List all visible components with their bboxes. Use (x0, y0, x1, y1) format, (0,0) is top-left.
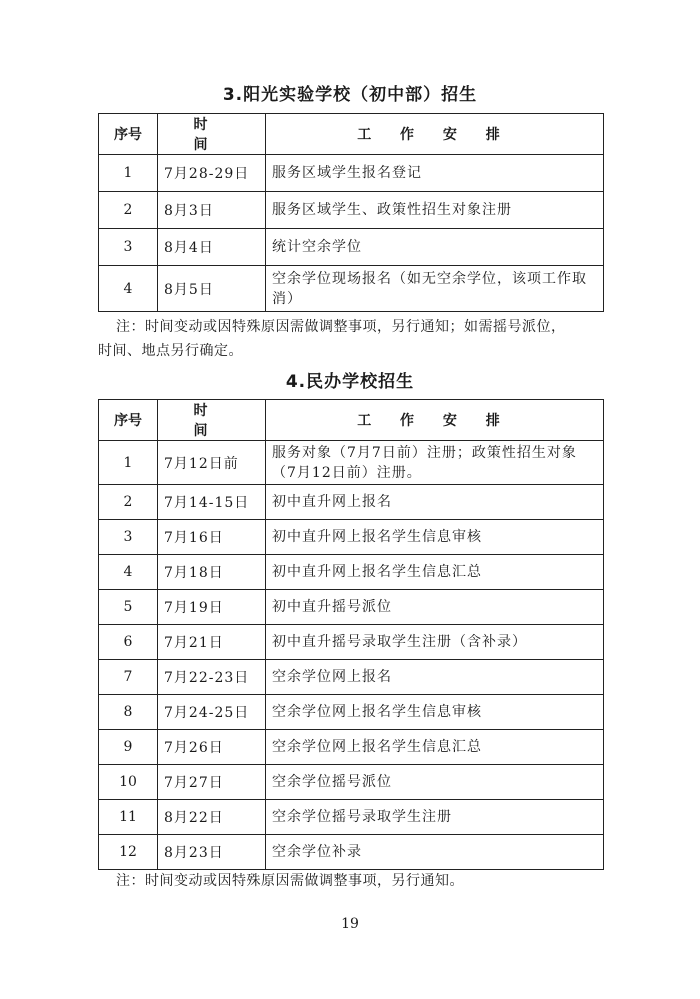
section3-note-line2: 时间、地点另行确定。 (98, 343, 243, 359)
row-task: 服务区域学生报名登记 (266, 155, 604, 192)
row-task: 统计空余学位 (266, 229, 604, 266)
table-row (99, 155, 604, 192)
row-task: 服务对象（7月7日前）注册；政策性招生对象（7月12日前）注册。 (266, 441, 604, 485)
row-num: 4 (99, 555, 158, 590)
row-num: 11 (99, 800, 158, 835)
table-row (99, 800, 604, 835)
row-task: 空余学位摇号录取学生注册 (266, 800, 604, 835)
table-row (99, 485, 604, 520)
row-num: 1 (99, 441, 158, 485)
table-row (99, 555, 604, 590)
table-row (99, 590, 604, 625)
header-time: 时 间 (158, 400, 266, 441)
row-date: 7月28-29日 (158, 155, 266, 192)
row-num: 8 (99, 695, 158, 730)
section3-schedule-table (98, 113, 604, 312)
row-num: 3 (99, 229, 158, 266)
table-row (99, 520, 604, 555)
row-task: 初中直升摇号派位 (266, 590, 604, 625)
row-date: 7月21日 (158, 625, 266, 660)
table-row (99, 660, 604, 695)
row-date: 7月22-23日 (158, 660, 266, 695)
row-num: 12 (99, 835, 158, 870)
row-task: 空余学位补录 (266, 835, 604, 870)
row-num: 9 (99, 730, 158, 765)
row-date: 8月22日 (158, 800, 266, 835)
row-task: 初中直升网上报名学生信息审核 (266, 520, 604, 555)
row-date: 8月23日 (158, 835, 266, 870)
row-task: 初中直升网上报名 (266, 485, 604, 520)
row-task: 初中直升摇号录取学生注册（含补录） (266, 625, 604, 660)
row-date: 7月19日 (158, 590, 266, 625)
row-num: 6 (99, 625, 158, 660)
row-date: 7月18日 (158, 555, 266, 590)
table-header-row (99, 400, 604, 441)
row-num: 5 (99, 590, 158, 625)
row-task: 空余学位现场报名（如无空余学位，该项工作取消） (266, 266, 604, 312)
row-num: 2 (99, 485, 158, 520)
table-row (99, 625, 604, 660)
table-row (99, 765, 604, 800)
section3-title: 3.阳光实验学校（初中部）招生 (222, 85, 478, 105)
header-num: 序号 (99, 114, 158, 155)
section4-note: 注：时间变动或因特殊原因需做调整事项，另行通知。 (116, 873, 464, 889)
section4-title: 4.民办学校招生 (285, 372, 415, 392)
table-row (99, 192, 604, 229)
row-task: 空余学位摇号派位 (266, 765, 604, 800)
row-num: 3 (99, 520, 158, 555)
table-row (99, 730, 604, 765)
row-date: 7月27日 (158, 765, 266, 800)
table-row (99, 441, 604, 485)
row-num: 4 (99, 266, 158, 312)
row-num: 7 (99, 660, 158, 695)
row-date: 7月16日 (158, 520, 266, 555)
section3-note-line1: 注：时间变动或因特殊原因需做调整事项，另行通知；如需摇号派位， (116, 319, 566, 335)
table-row (99, 229, 604, 266)
row-num: 10 (99, 765, 158, 800)
row-task: 空余学位网上报名学生信息汇总 (266, 730, 604, 765)
row-num: 1 (99, 155, 158, 192)
row-task: 服务区域学生、政策性招生对象注册 (266, 192, 604, 229)
section4-schedule-table (98, 399, 604, 870)
row-date: 7月12日前 (158, 441, 266, 485)
row-num: 2 (99, 192, 158, 229)
table-header-row (99, 114, 604, 155)
table-row (99, 695, 604, 730)
row-task: 初中直升网上报名学生信息汇总 (266, 555, 604, 590)
table-row (99, 835, 604, 870)
header-num: 序号 (99, 400, 158, 441)
page-number: 19 (341, 916, 359, 932)
row-date: 8月3日 (158, 192, 266, 229)
row-date: 7月26日 (158, 730, 266, 765)
row-date: 7月14-15日 (158, 485, 266, 520)
row-task: 空余学位网上报名学生信息审核 (266, 695, 604, 730)
header-work: 工 作 安 排 (266, 114, 604, 155)
row-date: 8月5日 (158, 266, 266, 312)
header-time: 时 间 (158, 114, 266, 155)
row-date: 8月4日 (158, 229, 266, 266)
table-row (99, 266, 604, 312)
row-task: 空余学位网上报名 (266, 660, 604, 695)
row-date: 7月24-25日 (158, 695, 266, 730)
section3-note (98, 315, 618, 363)
header-work: 工 作 安 排 (266, 400, 604, 441)
